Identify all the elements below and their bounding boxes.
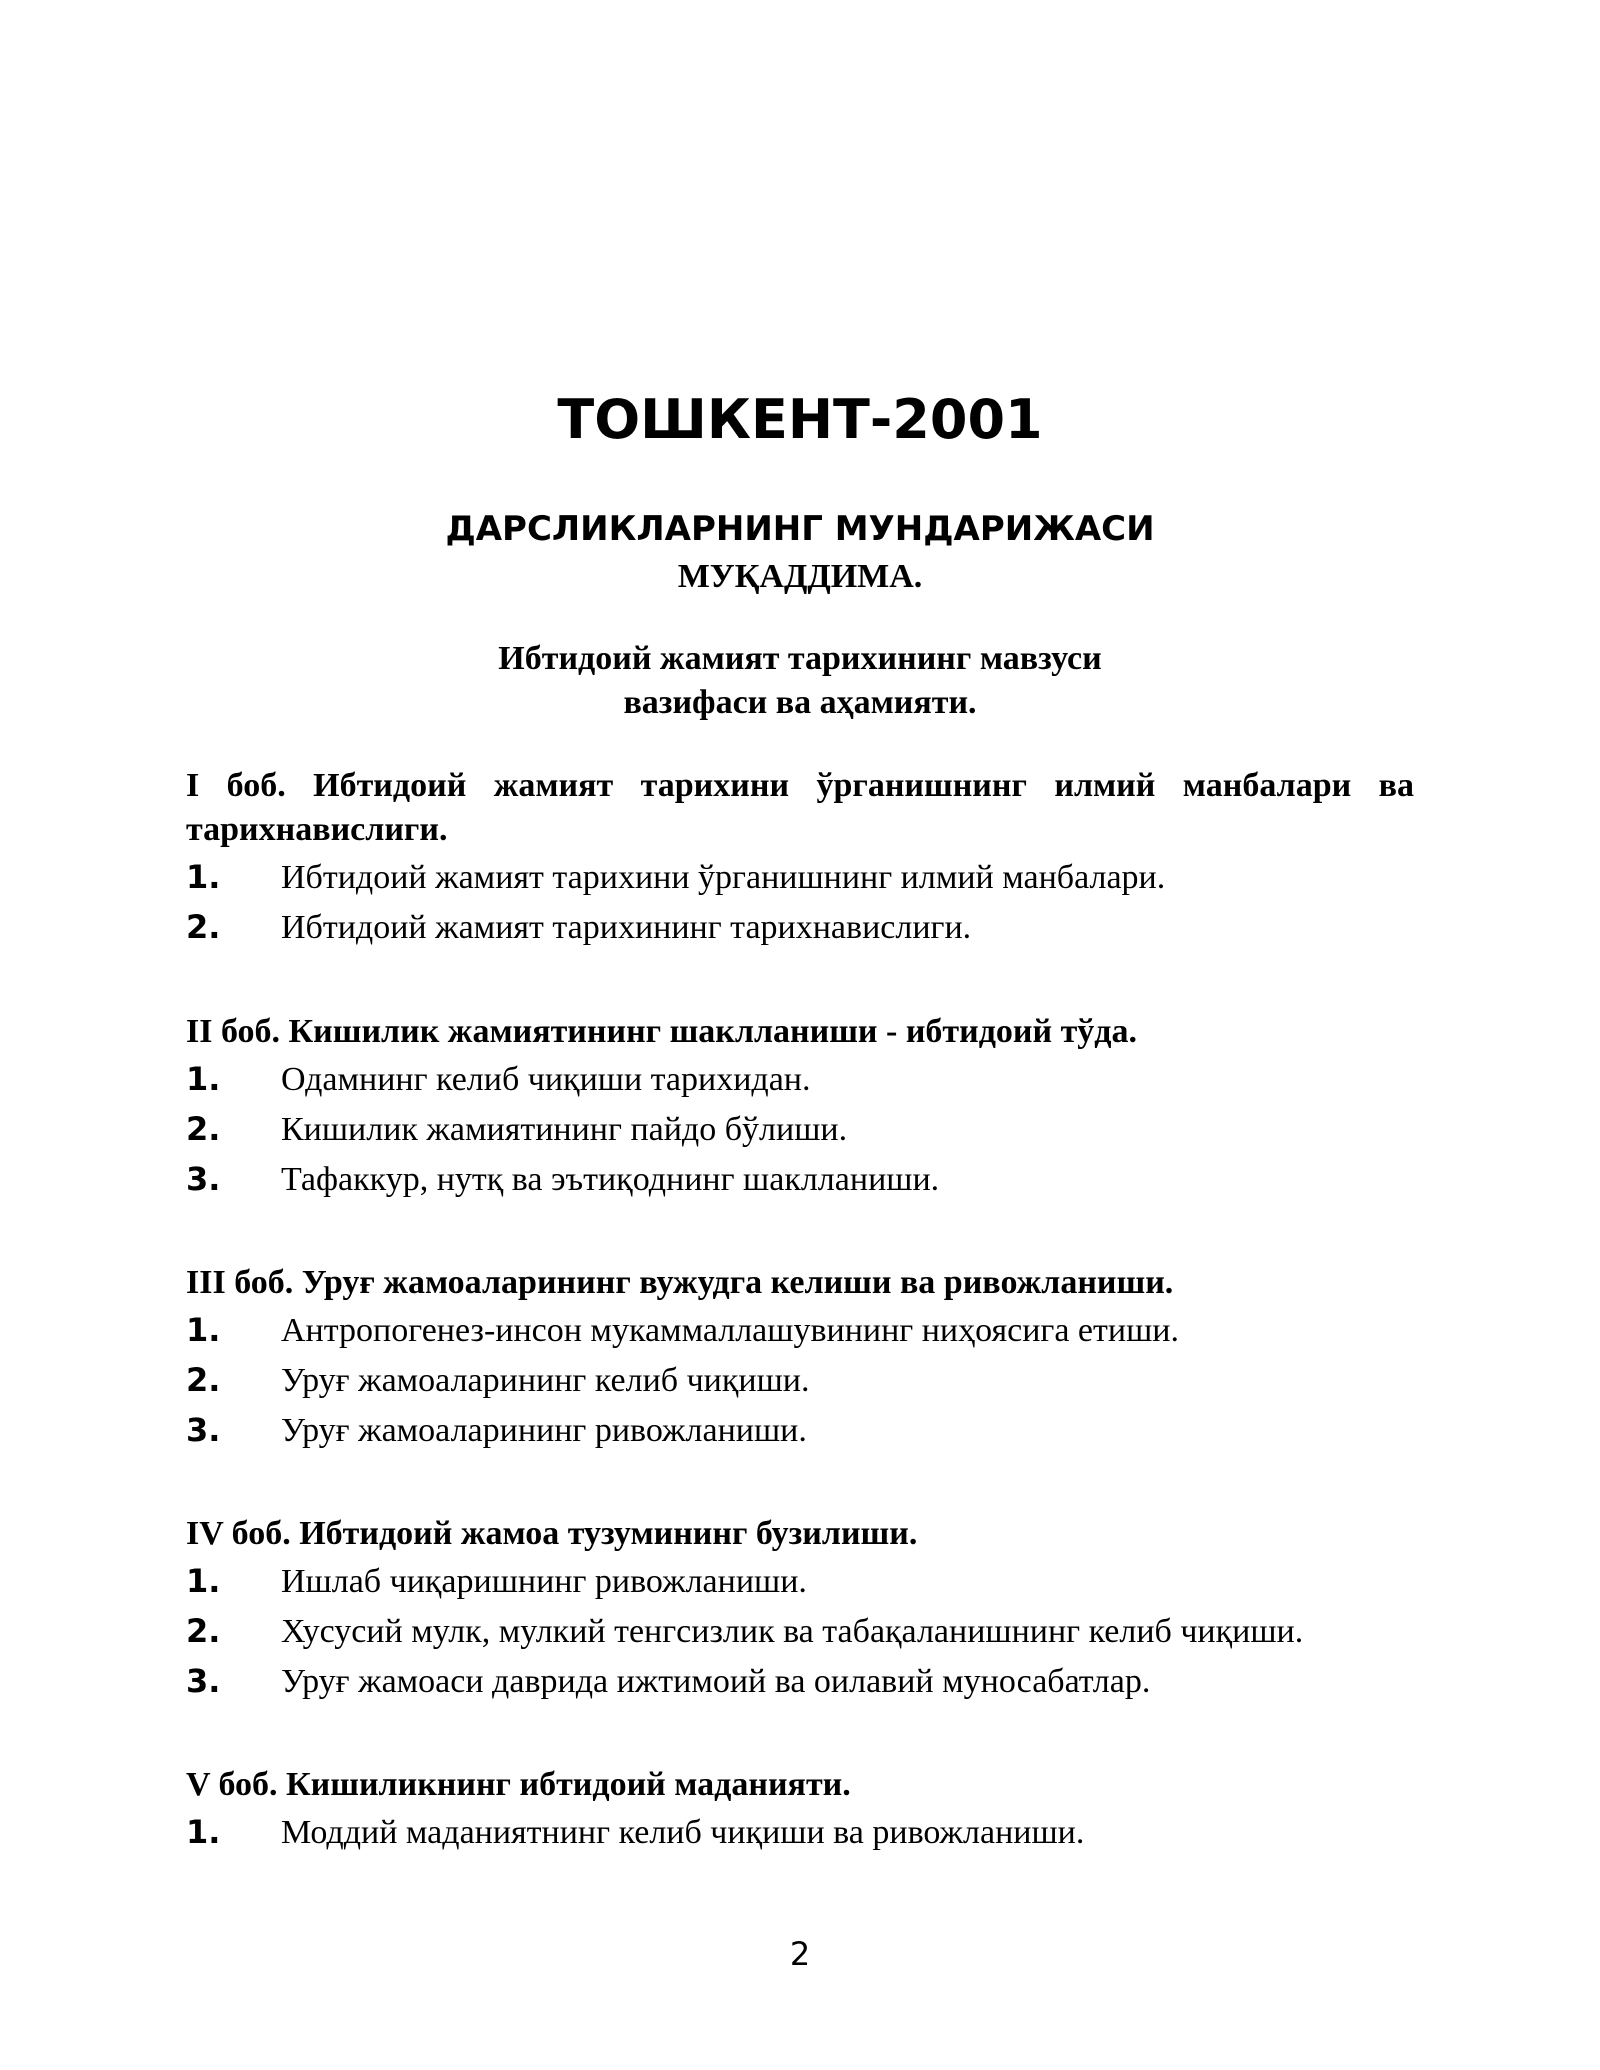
intro-subtitle (0, 637, 1600, 725)
intro-subtitle-line-1: Ибтидоий жамият тарихининг мавзуси (498, 640, 1102, 677)
item-number: 2. (186, 908, 221, 946)
chapter-2 (186, 1010, 1414, 1204)
item-number: 3. (186, 1160, 221, 1198)
list-item (186, 1807, 1414, 1857)
item-number: 2. (186, 1612, 221, 1650)
item-text: Моддий маданиятнинг келиб чиқиши ва ривожланиши. (281, 1814, 1085, 1851)
list-item (186, 852, 1414, 902)
list-item (186, 1556, 1414, 1606)
item-number: 1. (186, 1311, 221, 1349)
intro-subtitle-line-2: вазифаси ва аҳамияти. (623, 684, 977, 721)
item-text: Антропогенез-инсон мукаммаллашувининг ниҳоясига етиши. (281, 1312, 1179, 1349)
item-number: 3. (186, 1411, 221, 1449)
page-number: 2 (789, 1935, 811, 1973)
intro-heading: МУҚАДДИМА. (677, 558, 923, 595)
list-item (186, 1405, 1414, 1455)
item-number: 2. (186, 1361, 221, 1399)
chapter-3 (186, 1261, 1414, 1455)
list-item (186, 1606, 1414, 1656)
item-number: 3. (186, 1662, 221, 1700)
item-text: Одамнинг келиб чиқиши тарихидан. (281, 1061, 811, 1098)
page-title: ТОШКЕНТ-2001 (557, 388, 1043, 451)
chapter-title: II боб. Кишилик жамиятининг шаклланиши - ибтидоий тўда. (186, 1013, 1138, 1050)
item-text: Ишлаб чиқаришнинг ривожланиши. (281, 1563, 807, 1600)
item-number: 1. (186, 858, 221, 896)
list-item (186, 1104, 1414, 1154)
list-item (186, 1656, 1414, 1706)
item-text: Уруғ жамоаси даврида ижтимоий ва оилавий муносабатлар. (281, 1663, 1151, 1700)
item-number: 1. (186, 1562, 221, 1600)
item-number: 2. (186, 1110, 221, 1148)
item-number: 1. (186, 1813, 221, 1851)
item-text: Ибтидоий жамият тарихининг тарихнавислиги. (281, 909, 972, 946)
list-item (186, 1305, 1414, 1355)
chapter-title: III боб. Уруғ жамоаларининг вужудга келиши ва ривожланиши. (186, 1264, 1174, 1301)
chapter-1 (186, 764, 1414, 952)
item-text: Хусусий мулк, мулкий тенгсизлик ва табақаланишнинг келиб чиқиши. (281, 1613, 1304, 1650)
chapter-title: IV боб. Ибтидоий жамоа тузумининг бузилиши. (186, 1515, 918, 1552)
toc-heading: ДАРСЛИКЛАРНИНГ МУНДАРИЖАСИ (445, 509, 1155, 549)
list-item (186, 902, 1414, 952)
item-text: Уруғ жамоаларининг ривожланиши. (281, 1412, 807, 1449)
item-text: Тафаккур, нутқ ва эътиқоднинг шаклланиши. (281, 1161, 940, 1198)
item-text: Ибтидоий жамият тарихини ўрганишнинг илмий манбалари. (281, 859, 1166, 896)
item-text: Уруғ жамоаларининг келиб чиқиши. (281, 1362, 810, 1399)
list-item (186, 1054, 1414, 1104)
chapter-4 (186, 1512, 1414, 1706)
chapter-title: I боб. Ибтидоий жамият тарихини ўрганишнинг илмий манбалари ва тарихнавислиги. (186, 767, 1414, 848)
item-number: 1. (186, 1060, 221, 1098)
item-text: Кишилик жамиятининг пайдо бўлиши. (281, 1111, 848, 1148)
list-item (186, 1355, 1414, 1405)
list-item (186, 1154, 1414, 1204)
chapter-title: V боб. Кишиликнинг ибтидоий маданияти. (186, 1766, 851, 1803)
chapter-5 (186, 1763, 1414, 1857)
